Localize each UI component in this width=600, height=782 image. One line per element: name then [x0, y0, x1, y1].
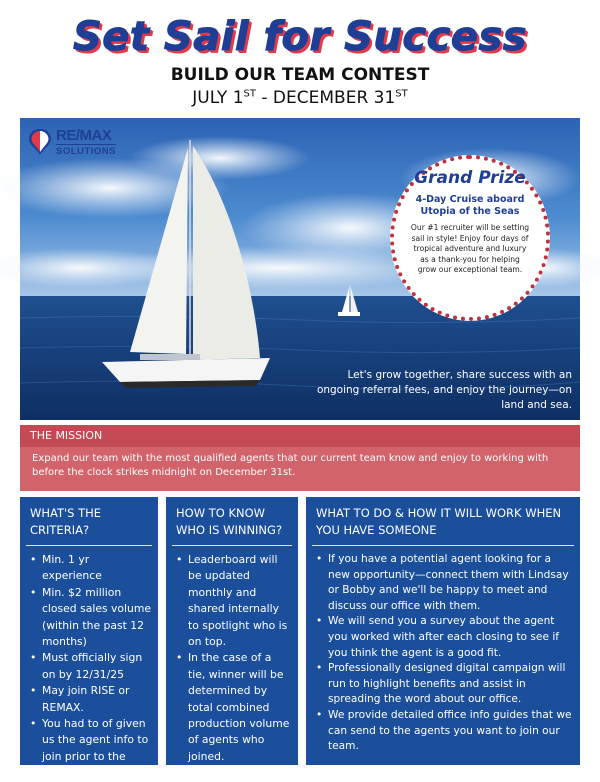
criteria-list [20, 546, 158, 782]
how-it-works-list [306, 546, 580, 755]
contest-subtitle: BUILD OUR TEAM CONTEST [170, 65, 430, 85]
prize-subtitle: 4-Day Cruise aboard Utopia of the Seas [415, 194, 525, 217]
list-item: • Professionally designed digital campaign will run to highlight benefits and assist in spreading the word about our office. [314, 661, 574, 708]
list-item: • You had to of given us the agent info to join prior to the agent connecting. [28, 716, 152, 782]
list-item: • If you have a potential agent looking for a new opportunity—connect them with Lindsay or Bobby and we'll be happy to meet and discuss our office with them. [314, 552, 574, 614]
start-date-suffix: ST [243, 88, 256, 100]
criteria-heading: WHAT'S THE CRITERIA? [26, 497, 152, 546]
grand-prize-badge [390, 155, 550, 321]
mission-section [20, 425, 580, 491]
how-it-works-column [306, 497, 580, 765]
winning-heading: HOW TO KNOW WHO IS WINNING? [172, 497, 292, 546]
start-date: JULY 1 [192, 88, 244, 108]
mission-text: Expand our team with the most qualified agents that our current team know and enjoy to working with before the clock strikes midnight on December 31st. [32, 453, 549, 478]
list-item: • We provide detailed office info guides that we can send to the agents you want to join our team. [314, 708, 574, 755]
winning-list [166, 546, 298, 765]
hero-caption: Let's grow together, share success with an ongoing referral fees, and enjoy the journey—on land and sea. [316, 369, 572, 411]
contest-dates [0, 88, 600, 108]
list-item: • Min. 1 yr experience [28, 552, 152, 585]
list-item: • Leaderboard will be updated monthly and shared internally to spotlight who is on top. [174, 552, 292, 650]
end-date-suffix: ST [395, 88, 408, 100]
list-item: • Min. $2 million closed sales volume (within the past 12 months) [28, 585, 152, 651]
how-it-works-heading: WHAT TO DO & HOW IT WILL WORK WHEN YOU HAVE SOMEONE [312, 497, 574, 546]
page-title: Set Sail for Success [72, 14, 528, 60]
logo-subtext: SOLUTIONS [56, 146, 116, 157]
list-item: • We will send you a survey about the agent you worked with after each closing to see if you think the agent is a good fit. [314, 614, 574, 661]
list-item: • Must officially sign on by 12/31/25 [28, 650, 152, 683]
logo-name: RE/MAX [56, 127, 112, 144]
list-item: • May join RISE or REMAX. [28, 683, 152, 716]
mission-heading: THE MISSION [20, 425, 580, 447]
end-date: - DECEMBER 31 [255, 88, 396, 108]
hero-image [20, 118, 580, 420]
remax-logo [28, 126, 128, 160]
criteria-column [20, 497, 158, 780]
list-item: • In the case of a tie, winner will be determined by total combined production volume of agents who joined. [174, 650, 292, 765]
prize-title: Grand Prize [414, 168, 526, 188]
prize-description: Our #1 recruiter will be setting sail in style! Enjoy four days of tropical adventure and luxury as a thank-you for helping grow our exceptional team. [410, 223, 530, 274]
balloon-icon [28, 128, 52, 156]
winning-column [166, 497, 298, 765]
